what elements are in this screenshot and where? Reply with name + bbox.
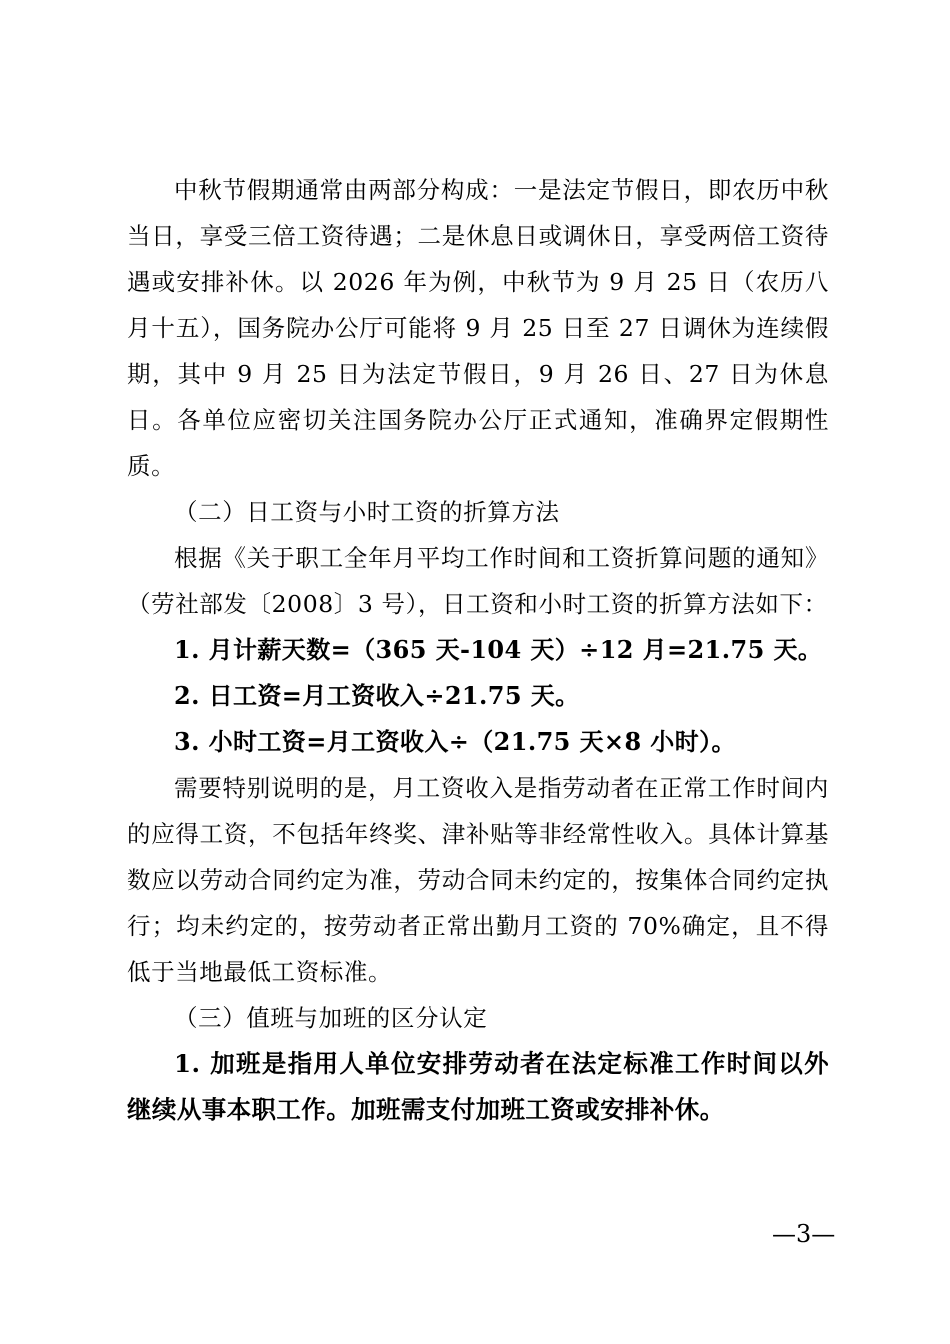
paragraph-monthly-income-note: 需要特别说明的是，月工资收入是指劳动者在正常工作时间内的应得工资，不包括年终奖、津补贴等非经常性收入。具体计算基数应以劳动合同约定为准，劳动合同未约定的，按集体合同约定执行；均未约定的，按劳动者正常出勤月工资的 70%确定，且不得低于当地最低工资标准。 [127,774,829,986]
document-body [127,167,829,1133]
formula-daily-wage: 2. 日工资=月工资收入÷21.75 天。 [174,681,580,710]
section-heading-wage-conversion: （二）日工资与小时工资的折算方法 [174,498,560,526]
page-number: —3— [772,1220,836,1248]
formula-hourly-wage: 3. 小时工资=月工资收入÷（21.75 天×8 小时）。 [174,727,736,756]
section-heading-duty-vs-overtime: （三）值班与加班的区分认定 [174,1004,488,1032]
paragraph-conversion-basis: 根据《关于职工全年月平均工作时间和工资折算问题的通知》（劳社部发〔2008〕3 号），日工资和小时工资的折算方法如下： [127,544,829,618]
paragraph-overtime-definition: 1. 加班是指用人单位安排劳动者在法定标准工作时间以外继续从事本职工作。加班需支付加班工资或安排补休。 [127,1049,829,1124]
formula-monthly-pay-days: 1. 月计薪天数=（365 天-104 天）÷12 月=21.75 天。 [174,635,823,664]
paragraph-mid-autumn-holiday: 中秋节假期通常由两部分构成：一是法定节假日，即农历中秋当日，享受三倍工资待遇；二是休息日或调休日，享受两倍工资待遇或安排补休。以 2026 年为例，中秋节为 9 月 25 日（农历八月十五），国务院办公厅可能将 9 月 25 日至 27 日调休为连续假期，其中 9 月 25 日为法定节假日，9 月 26 日、27 日为休息日。各单位应密切关注国务院办公厅正式通知，准确界定假期性质。 [127,176,829,480]
